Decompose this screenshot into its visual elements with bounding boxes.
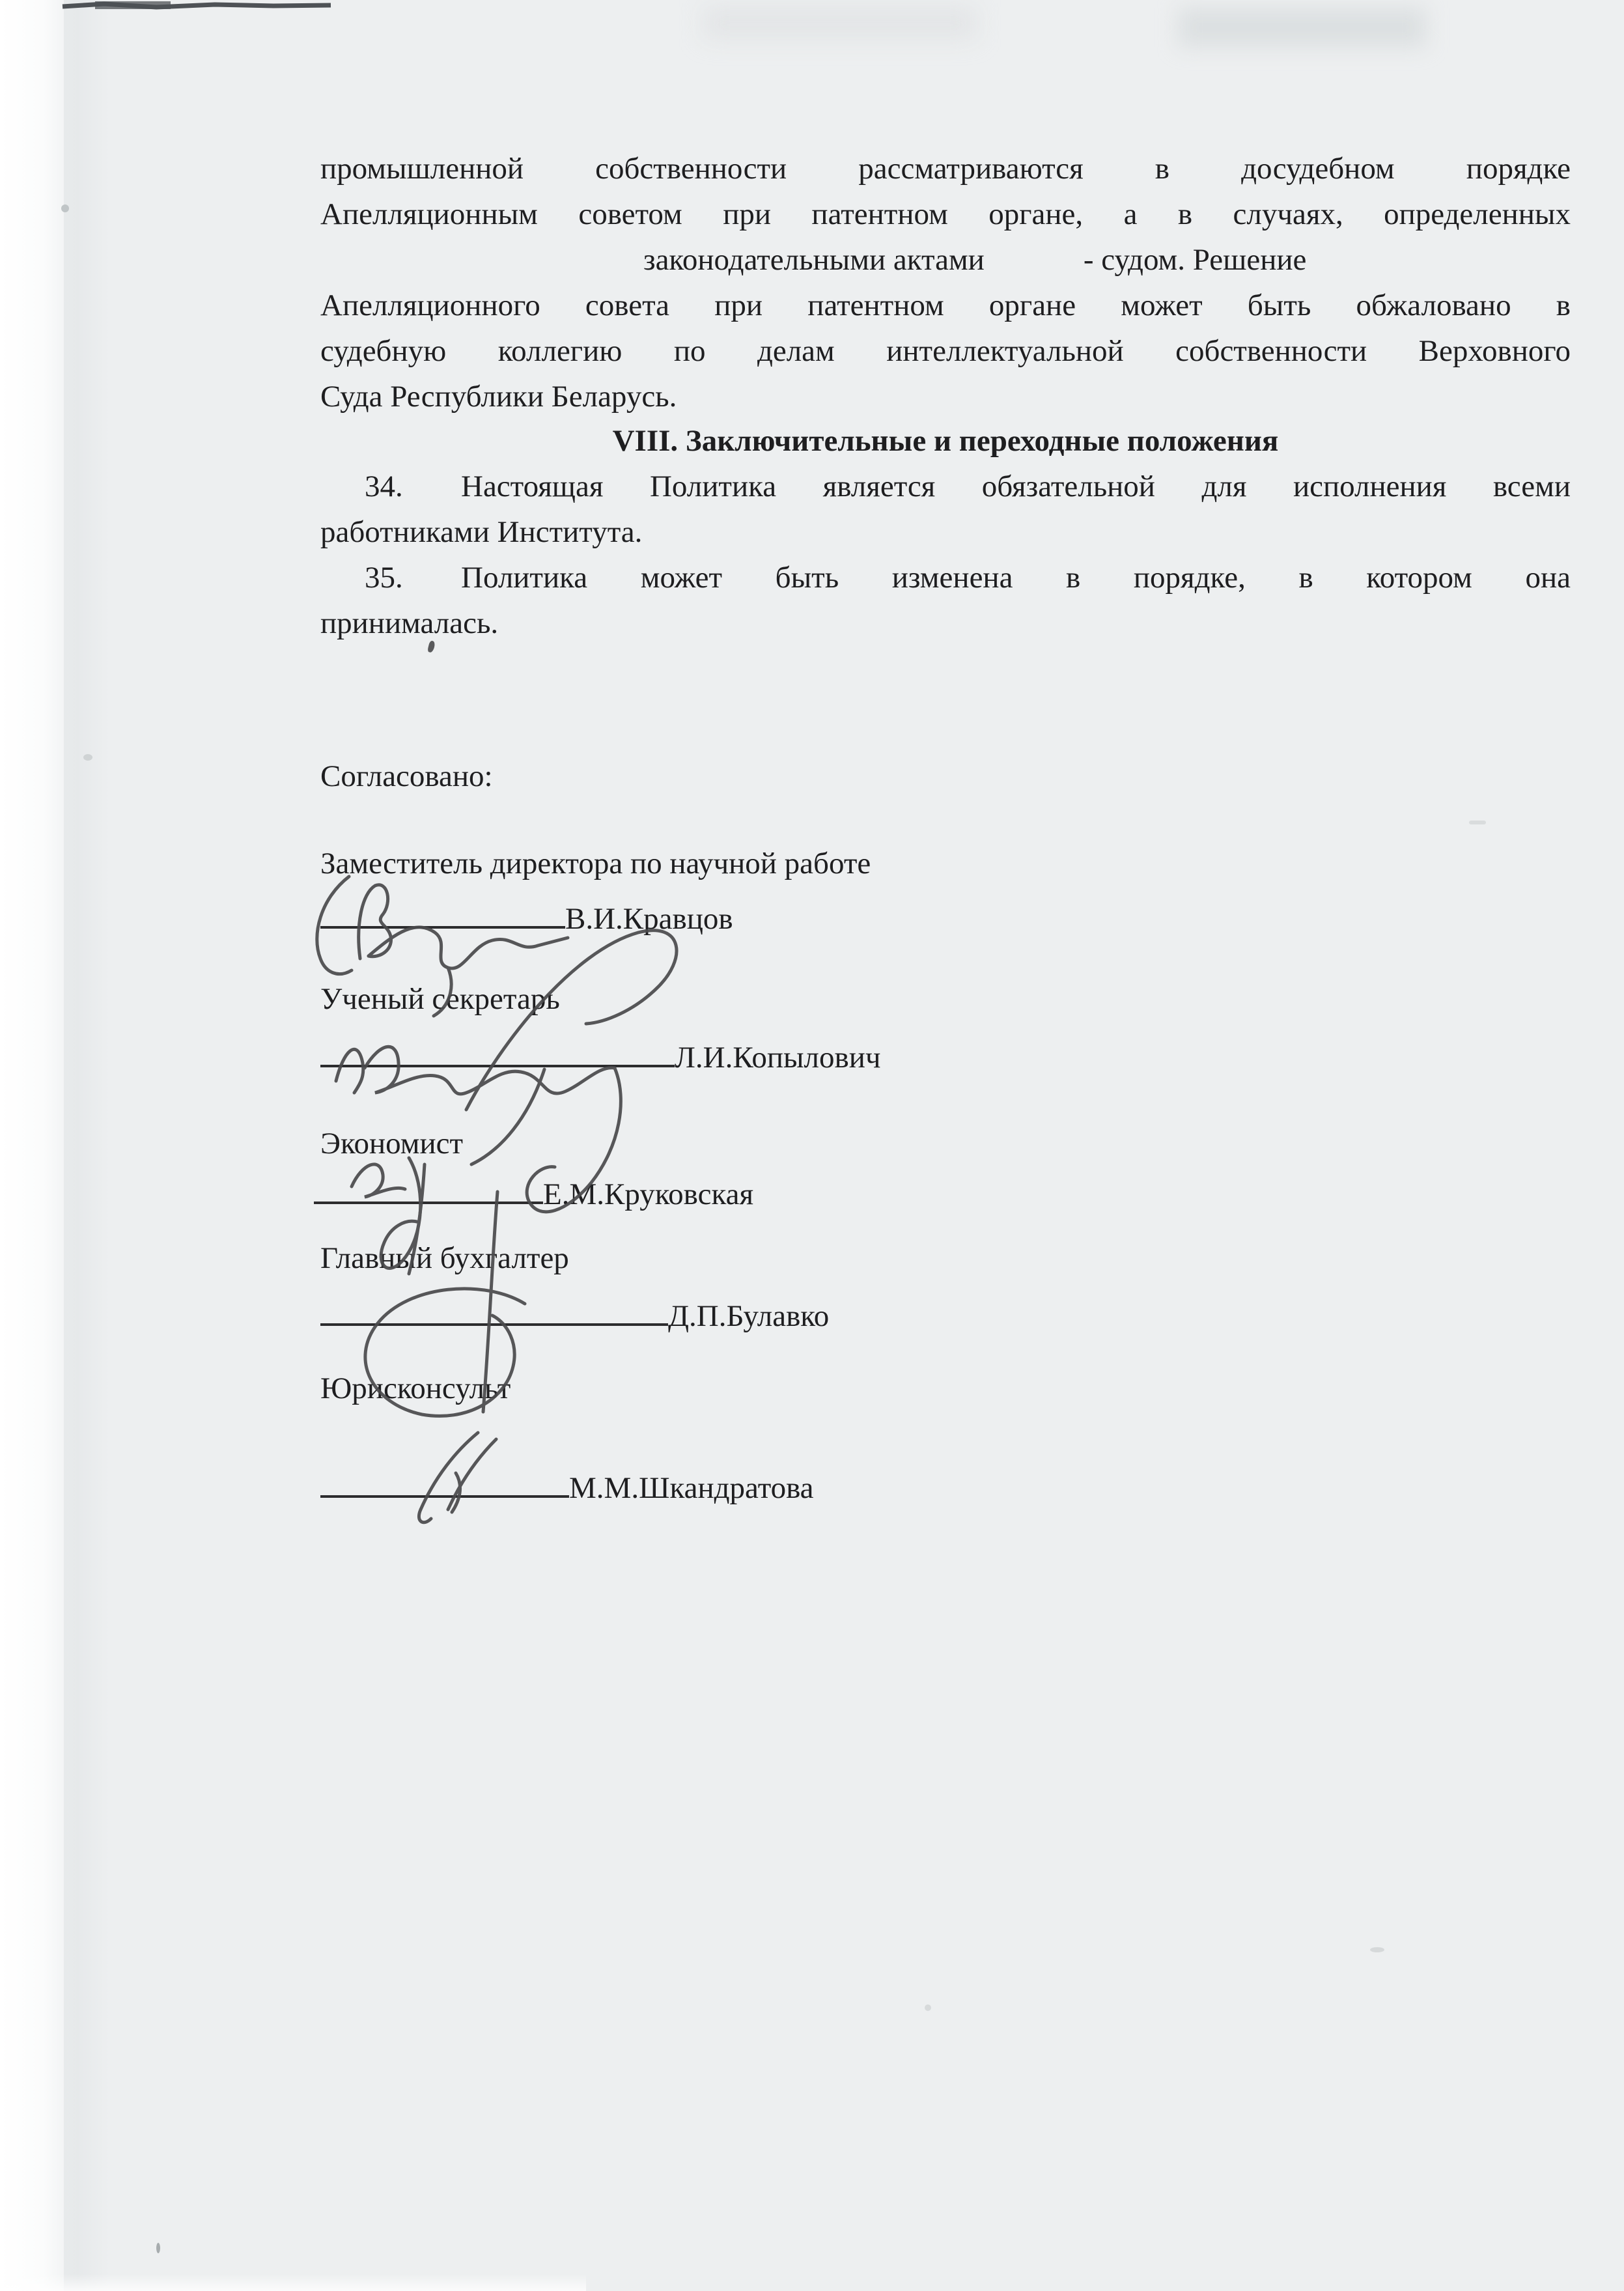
clause-35-line-2: принималась. (320, 606, 499, 640)
paragraph-line: промышленной собственности рассматриваются в досудебном порядке (320, 152, 1571, 186)
signature-name: Д.П.Булавко (668, 1299, 830, 1333)
scan-artifact-top-line (63, 4, 331, 7)
clause-number: 34. (365, 470, 403, 503)
signature-ink-shkandratova (419, 1433, 496, 1523)
signature-name: В.И.Кравцов (565, 902, 733, 936)
signature-ink-krukovskaya (352, 1069, 544, 1274)
signature-title: Юрисконсульт (320, 1371, 511, 1405)
clause-number: 35. (365, 561, 403, 595)
paragraph-line: Суда Республики Беларусь. (320, 380, 677, 414)
paragraph-line: судебную коллегию по делам интеллектуальной собственности Верховного (320, 334, 1571, 368)
agreed-label: Согласовано: (320, 759, 493, 793)
signature-ink-bulavko (365, 1192, 525, 1416)
section-heading: VIII. Заключительные и переходные положения (612, 424, 1279, 458)
clause-34-line-2: работниками Института. (320, 515, 643, 549)
paragraph-line-segment: законодательными актами (643, 243, 985, 277)
paragraph-line: Апелляционным советом при патентном органе, а в случаях, определенных (320, 197, 1571, 231)
signature-name: Е.М.Круковская (543, 1177, 754, 1211)
signature-title: Экономист (320, 1127, 464, 1160)
signature-name: Л.И.Копылович (675, 1041, 881, 1075)
signature-ink-kravtsov (317, 877, 568, 1016)
signature-title: Заместитель директора по научной работе (320, 847, 871, 880)
signature-title: Главный бухгалтер (320, 1241, 569, 1275)
paragraph-line: Апелляционного совета при патентном органе может быть обжаловано в (320, 288, 1571, 322)
signature-title: Ученый секретарь (320, 982, 560, 1016)
clause-text: Настоящая Политика является обязательной для исполнения всеми (461, 470, 1571, 503)
paragraph-line-segment: - судом. Решение (1083, 243, 1307, 277)
signature-name: М.М.Шкандратова (569, 1471, 814, 1505)
clause-text: Политика может быть изменена в порядке, в котором она (461, 561, 1571, 595)
signature-ink-kopylovich (336, 931, 677, 1212)
